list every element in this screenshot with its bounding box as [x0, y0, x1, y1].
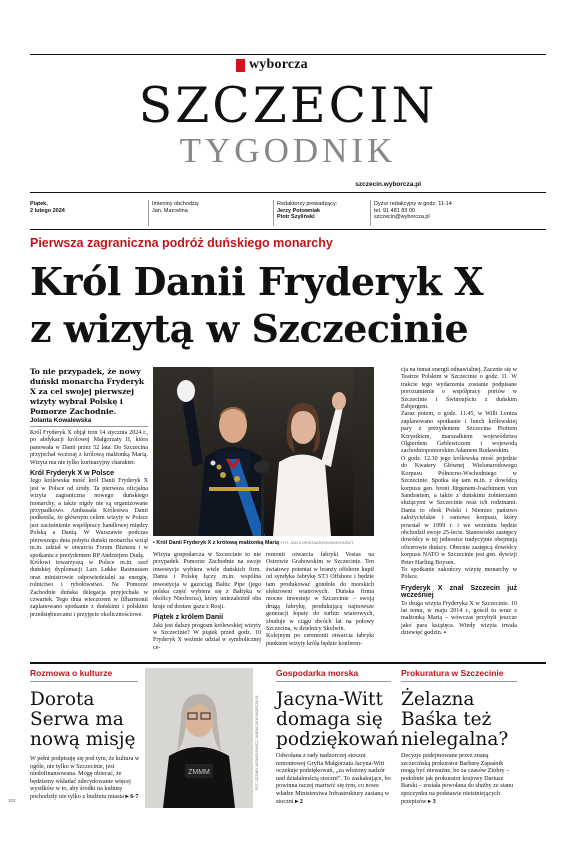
masthead-url[interactable]: szczecin.wyborcza.pl: [355, 181, 421, 188]
teaser-text: Decyzje podejmowane przez znaną szczecińską prokurator Barbarę Zapaśnik mogą być nieważne, bo za czasów Ziobry – podobnie jak prokurator krajowy Dariusz Barski – została powołana do służby ze stanu spoczynku na podstawie nieistniejących przepisów: [401, 752, 514, 805]
paragraph: Król Fryderyk X objął tron 14 stycznia 2024 r., po abdykacji królowej Małgorzaty II, która panowała w Danii przez 52 lata. Do Szczecina przyjechał wczoraj z królową małżonką Marią. Wizyta ma nie tylko kurtuazyjny charakter.: [30, 430, 148, 466]
paragraph: Kolejnym po ceremonii otwarcia fabryki punktem wizyty króla będzie konferen-: [266, 633, 374, 647]
author-rule: [30, 426, 148, 427]
editor-name: Jerzy Potowniak: [277, 207, 321, 214]
paragraph: To spotkanie zakończy wizytę monarchy w Polsce.: [401, 566, 517, 581]
headline-line: Jacyna-Witt: [276, 689, 383, 710]
info-divider: [148, 200, 149, 226]
photo-caption: ▪ Król Danii Fryderyk X z królową małżonką Marią FOT. JAN KORSGAARD/KONGEHUSET: [153, 540, 354, 546]
subheading: Fryderyk X znał Szczecin już wcześniej: [401, 584, 517, 600]
culture-teaser: [30, 755, 140, 801]
info-rule: [30, 229, 546, 230]
culture-headline[interactable]: [30, 690, 140, 750]
section-rule: [30, 681, 138, 682]
business-teaser: [276, 752, 391, 805]
teaser-text: W pełni podpisuję się pod tym, że kultura w ogóle, nie tylko w Szczecinie, jest niedofinansowana. Mogę obiecać, że będziemy wkładać zdecydowanie więcej wysiłków w to, aby środki na kulturę pochodziły nie tylko z budżetu miasta: [30, 755, 140, 800]
business-section-label: Gospodarka morska: [276, 668, 359, 678]
paragraph: Królowi towarzyszą w Polsce m.in. szef duńskiej dyplomacji Lars Løkke Rasmussen oraz ministrowie odpowiedzialni za energię, rolnictwo i rybołówstwo. Na Pomorze Zachodnie duńska delegacja przyjechała w czwartek. Tego dnia wieczorem w filharmonii zaplanowano spotkanie z duńskimi i polskimi przedsiębiorcami i przyjęcie okolicznościowe.: [30, 559, 148, 618]
headline-line: nową misję: [30, 729, 136, 750]
info-divider: [273, 200, 274, 226]
paragraph: remonii otwarcia fabryki Vestas na Ostrowie Grabowskim w Szczecinie. Ten światowy potentat w branży offshore kupił od syndyka fabrykę ST3 Offshore i będzie tam produkować gondole do morskich elektrowni wiatrowych. Duńska firma mocno inwestuje w Szczecinie – swoją drugą fabrykę, produkującą najnowsze generacji łopaty do turbin wiatrowych, zbuduje w ciągu dwóch lat na połowy Szczecina, w dzielnicy Skolwin.: [266, 552, 374, 633]
section-rule: [276, 681, 391, 682]
headline-line: nielegalna?: [401, 729, 509, 750]
editor-name: Piotr Szyliński: [277, 214, 315, 221]
masthead-city: SZCZECIN: [138, 77, 438, 134]
page-ref[interactable]: ▸ 6-7: [125, 792, 139, 800]
story-headline[interactable]: [30, 258, 550, 352]
dorota-serwa-photo: [145, 668, 253, 808]
story-column-2: [153, 552, 261, 652]
prosecution-section-label: Prokuratura w Szczecinie: [401, 668, 504, 678]
brand-logo: [236, 57, 308, 73]
paragraph: Zaraz potem, o godz. 11.45, w Willi Lentza zaplanowano spotkanie i lunch królewskiej pary z prezydentem Szczecina Piotrem Krzystkiem, marszałkiem województwa Olgierdem Geblewiczem i wojewodą zachodniopomorskim Adamem Rudawskim.: [401, 411, 517, 455]
subheading: Król Fryderyk X w Polsce: [30, 470, 115, 478]
headline-line: Baśka też: [401, 709, 492, 730]
story-column-4: [401, 367, 517, 638]
duty-info: [374, 201, 452, 221]
story-lead: To nie przypadek, że nowy duński monarcha Fryderyk X za cel swojej pierwszej wizyty wybrał Polskę i Pomorze Zachodnie.: [30, 367, 145, 416]
duty-email[interactable]: szczecin@wyborcza.pl: [374, 214, 430, 221]
svg-text:ZMMM: ZMMM: [188, 769, 210, 776]
headline-line: z wizytą w Szczecinie: [30, 306, 469, 351]
prosecution-teaser: [401, 752, 517, 805]
story-author: Jolanta Kowalewska: [30, 417, 92, 424]
royal-couple-photo: [153, 367, 374, 536]
story-column-1: [30, 430, 148, 619]
editors-label: Redaktorzy prowadzący:: [277, 201, 338, 207]
brand-square-icon: [236, 59, 245, 72]
names-day: [152, 201, 199, 214]
names-day-value: Jan, Marcelina: [152, 207, 188, 214]
paragraph: To druga wizyta Fryderyka X w Szczecinie. 10 lat temu, w maju 2014 r., gościł tu wraz z małżonką Marią – wówczas przybyli jeszcze jako para książęca. Wtedy wizyta trwała dziewięć godzin. ▪: [401, 600, 517, 637]
paragraph: Jaki jest dalszy program królewskiej wizyty w Szczecinie? W piątek przed godz. 10 Fryderyk X weźmie udział w symbolicznej ce-: [153, 622, 261, 651]
portrait-illustration: [145, 668, 253, 808]
names-day-label: Imieniny obchodzą:: [152, 201, 200, 207]
headline-line: Żelazna: [401, 689, 475, 710]
headline-line: Dorota: [30, 689, 95, 710]
masthead-rule: [30, 192, 546, 193]
photo-credit: FOT. CEZARY ASZKIEŁOWICZ / AGENCJA WYBORCZA.PL: [255, 695, 259, 790]
page-number: 102: [8, 798, 16, 803]
caption-text: Król Danii Fryderyk X z królową małżonką Marią: [156, 540, 279, 546]
paragraph: cja na temat energii odnawialnej. Zacznie się w Teatrze Polskim w Szczecinie o godz. 11. W trakcie tego wydarzenia zostanie podpisane porozumienie o współpracy portów w Szczecinie i Świnoujściu z duńskim Esbjergem.: [401, 367, 517, 411]
headline-line: Serwa ma: [30, 709, 124, 730]
headline-line: Król Danii Fryderyk X: [30, 259, 484, 304]
story-column-3: [266, 552, 374, 648]
headline-line: domaga się: [276, 709, 383, 730]
issue-date-value: 2 lutego 2024: [30, 207, 65, 214]
teasers-rule: [30, 662, 546, 664]
paragraph: Jego królewska mość król Danii Fryderyk X jest w Polsce od środy. Ta pierwsza oficjalna wizyta zagraniczna nowego duńskiego monarchy, a także nigdy nie są organizowane przypadkowo. Ambasada Królestwa Danii podkreśla, że głównym celem wizyty w Polsce jest zacieśnienie współpracy handlowej między Polską a Danią. W Warszawie podczas pierwszego dnia pobytu duński monarcha wziął m.in. udział w otwarciu Forum Biznesu i w spotkaniu z prezydentem RP Andrzejem Dudą.: [30, 478, 148, 559]
duty-hours: Dyżur redakcyjny w godz. 11-14: [374, 201, 452, 207]
photo-credit: FOT. JAN KORSGAARD/KONGEHUSET: [280, 540, 354, 545]
business-headline[interactable]: [276, 689, 399, 750]
section-rule: [401, 681, 517, 682]
masthead-edition: TYGODNIK: [179, 131, 397, 170]
brand-name: wyborcza: [249, 57, 308, 72]
story-kicker: Pierwsza zagraniczna podróż duńskiego monarchy: [30, 236, 333, 250]
editors: [277, 201, 337, 221]
page-ref[interactable]: ▸ 2: [295, 797, 303, 805]
top-rule: [30, 54, 546, 55]
page-ref[interactable]: ▸ 3: [427, 797, 436, 805]
issue-date: [30, 201, 65, 214]
info-divider: [370, 200, 371, 226]
duty-phone[interactable]: tel. 91 481 83 00: [374, 207, 415, 214]
paragraph: O godz. 12.30 jego królewska mość pojedzie do Kwatery Głównej Wielonarodowego Korpusu Północno-Wschodniego w Szczecinie. Spotka się tam m.in. z dowódcą korpusu gen. broni Jürgenem-Joachimem von Sandrartem, a także z duńskimi żołnierzami służącymi w Szczecinie oraz ich rodzinami. Dania to obok Polski i Niemiec państwo założycielskie i ramowe korpusu, który powstał w 1999 r. i we wrześniu będzie obchodził swoje 25-lecie. Stanowisko zastępcy dowódcy w tej jednostce tradycyjnie obejmują oficerowie duńscy. Obecnie zastępcą dowódcy korpusu NATO w Szczecinie jest gen. dywizji Peter Harling Boysen.: [401, 455, 517, 566]
teaser-text: Odwołana z rady nadzorczej stoczni remontowej Gryfia Małgorzata Jacyna-Witt oczekuje podziękowań, „za włożony nadzór nad działalnością stoczni”. To zaskakujące, bo powinna raczej martwić się tym, co nowe władze Ministerstwa Infrastruktury zastaną w stoczni: [276, 752, 391, 805]
culture-section-label: Rozmowa o kulturze: [30, 668, 113, 678]
subheading: Piątek z królem Danii: [153, 614, 224, 622]
royal-couple-illustration: [153, 367, 374, 536]
prosecution-headline[interactable]: [401, 690, 521, 750]
headline-line: podziękowań: [276, 729, 399, 750]
issue-day: Piątek,: [30, 201, 48, 207]
paragraph: Wizyta gospodarcza w Szczecinie to nie przypadek. Pomorze Zachodnie na swoje inwestycje wybiera wiele duńskich firm. Dania i Polskę łączy m.in. wspólna inwestycja w gazociąg Baltic Pipe (jego polska część wybiera się z Bałtyku w okolicy Niechorza), który uniezależnił oba kraje od dostaw gazu z Rosji.: [153, 552, 261, 610]
